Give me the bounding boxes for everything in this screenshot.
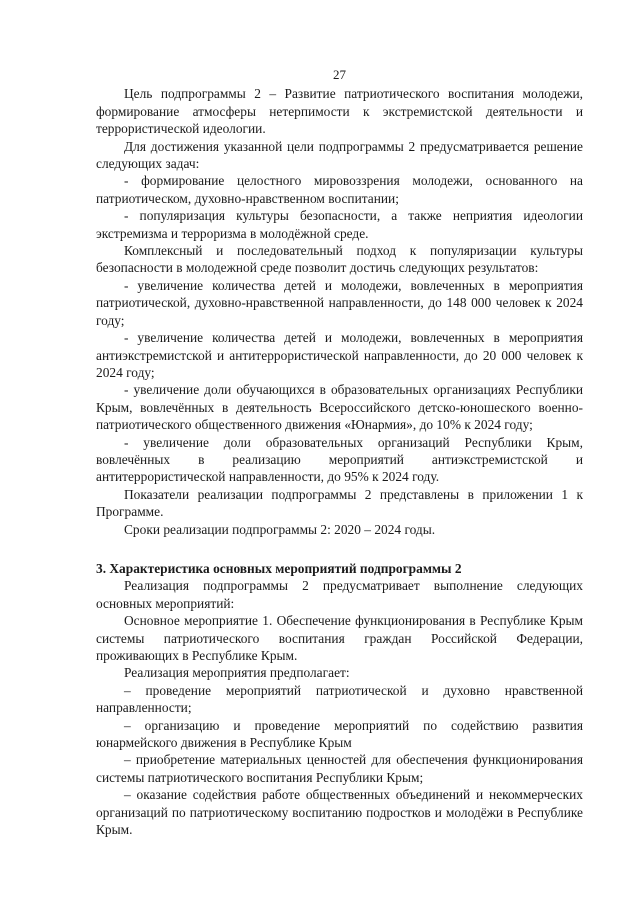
activity-item: – организацию и проведение мероприятий по содействию развития юнармейского движения в Республике Крым bbox=[96, 717, 583, 751]
tasks-intro-paragraph: Для достижения указанной цели подпрограммы 2 предусматривается решение следующих задач: bbox=[96, 138, 583, 172]
task-item: - формирование целостного мировоззрения молодежи, основанного на патриотическом, духовно-нравственном воспитании; bbox=[96, 173, 583, 206]
section-heading: 3. Характеристика основных мероприятий подпрограммы 2 bbox=[96, 560, 462, 576]
task-item: - популяризация культуры безопасности, а также неприятия идеологии экстремизма и терроризма в молодёжной среде. bbox=[96, 208, 583, 241]
activity-intro-paragraph: Реализация мероприятия предполагает: bbox=[124, 665, 350, 681]
activity-item: – проведение мероприятий патриотической и духовно нравственной направленности; bbox=[96, 682, 583, 716]
approach-paragraph: Комплексный и последовательный подход к популяризации культуры безопасности в молодежной среде позволит достичь следующих результатов: bbox=[96, 243, 583, 276]
document-page bbox=[96, 66, 583, 838]
activity-item: – оказание содействия работе общественных объединений и некоммерческих организаций по патриотическому воспитанию подростков и молодёжи в Республике Крым. bbox=[96, 787, 583, 838]
main-activity-paragraph: Основное мероприятие 1. Обеспечение функционирования в Республике Крым системы патриотического воспитания граждан Российской Федерации, проживающих в Республике Крым. bbox=[96, 613, 583, 663]
activity-item: – приобретение материальных ценностей для обеспечения функционирования системы патриотического воспитания Республики Крым; bbox=[96, 752, 583, 785]
indicators-paragraph: Показатели реализации подпрограммы 2 представлены в приложении 1 к Программе. bbox=[96, 486, 583, 520]
goal-paragraph: Цель подпрограммы 2 – Развитие патриотического воспитания молодежи, формирование атмосферы нетерпимости к экстремистской деятельности и террористической идеологии. bbox=[96, 86, 583, 137]
result-item: - увеличение доли образовательных организаций Республики Крым, вовлечённых в реализацию мероприятий антиэкстремистской и антитеррористической направленности, до 95% к 2024 году. bbox=[96, 434, 583, 485]
result-item: - увеличение количества детей и молодежи, вовлеченных в мероприятия патриотической, духовно-нравственной направленности, до 148 000 человек к 2024 году; bbox=[96, 277, 583, 328]
timeline-paragraph: Сроки реализации подпрограммы 2: 2020 – 2024 годы. bbox=[124, 521, 436, 537]
result-item: - увеличение количества детей и молодежи, вовлеченных в мероприятия антиэкстремистской и антитеррористической направленности, до 20 000 человек к 2024 году; bbox=[96, 330, 583, 380]
result-item: - увеличение доли обучающихся в образовательных организациях Республики Крым, вовлечённых в деятельность Всероссийского детско-юношеского военно-патриотического общественного движения «Юнармия», до 10% к 2024 году; bbox=[96, 382, 583, 433]
implementation-paragraph: Реализация подпрограммы 2 предусматривает выполнение следующих основных мероприятий: bbox=[96, 578, 583, 611]
page-number: 27 bbox=[333, 67, 346, 82]
